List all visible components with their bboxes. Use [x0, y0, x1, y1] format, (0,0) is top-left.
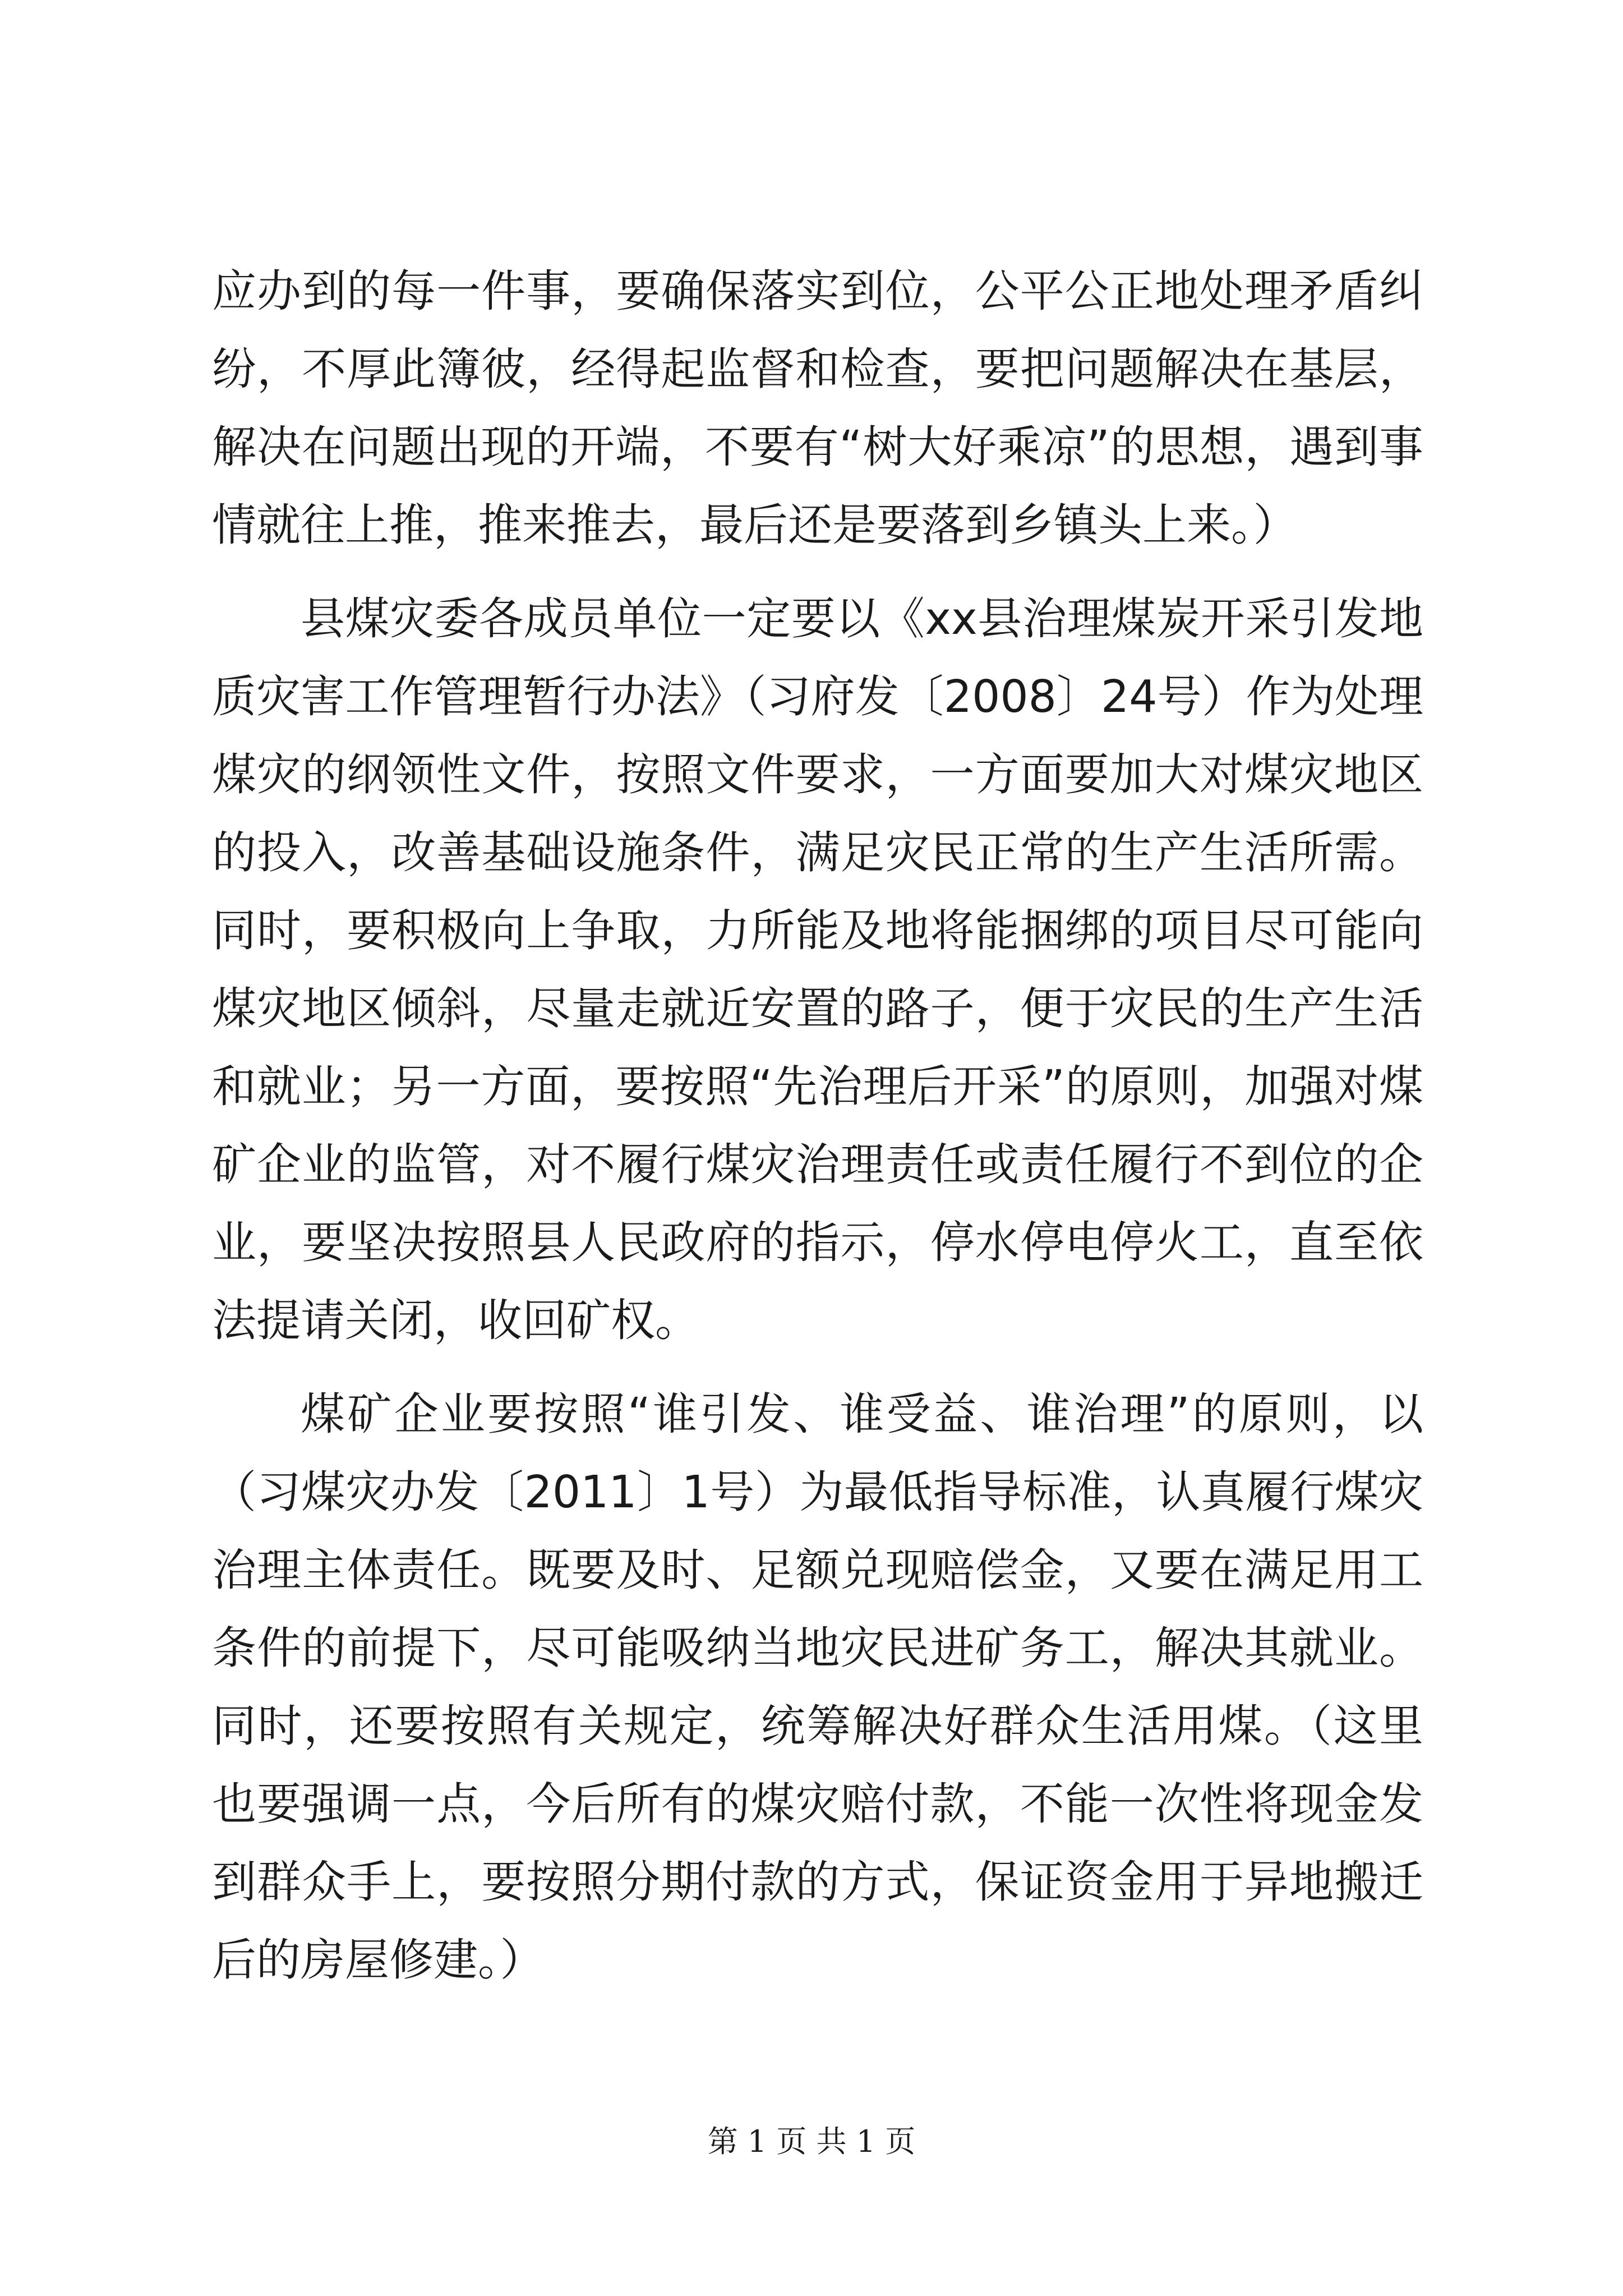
paragraph-continued: 应办到的每一件事，要确保落实到位，公平公正地处理矛盾纠纷，不厚此簿彼，经得起监督和检查，要把问题解决在基层，解决在问题出现的开端，不要有“树大好乘凉”的思想，遇到事情就往上推，推来推去，最后还是要落到乡镇头上来。）: [212, 265, 1423, 551]
document-body: [212, 252, 1423, 1999]
page-footer: 第 1 页 共 1 页: [707, 2124, 916, 2159]
paragraph-county-committee: 县煤灾委各成员单位一定要以《xx县治理煤炭开采引发地质灾害工作管理暂行办法》（习府发〔2008〕24号）作为处理煤灾的纲领性文件，按照文件要求，一方面要加大对煤灾地区的投入，改善基础设施条件，满足灾民正常的生产生活所需。同时，要积极向上争取，力所能及地将能捆绑的项目尽可能向煤灾地区倾斜，尽量走就近安置的路子，便于灾民的生产生活和就业；另一方面，要按照“先治理后开采”的原则，加强对煤矿企业的监管，对不履行煤灾治理责任或责任履行不到位的企业，要坚决按照县人民政府的指示，停水停电停火工，直至依法提请关闭，收回矿权。: [212, 593, 1423, 1346]
paragraph-coal-enterprises: 煤矿企业要按照“谁引发、谁受益、谁治理”的原则，以（习煤灾办发〔2011〕1号）为最低指导标准，认真履行煤灾治理主体责任。既要及时、足额兑现赔偿金，又要在满足用工条件的前提下，尽可能吸纳当地灾民进矿务工，解决其就业。同时，还要按照有关规定，统筹解决好群众生活用煤。（这里也要强调一点，今后所有的煤灾赔付款，不能一次性将现金发到群众手上，要按照分期付款的方式，保证资金用于异地搬迁后的房屋修建。）: [212, 1388, 1423, 1986]
